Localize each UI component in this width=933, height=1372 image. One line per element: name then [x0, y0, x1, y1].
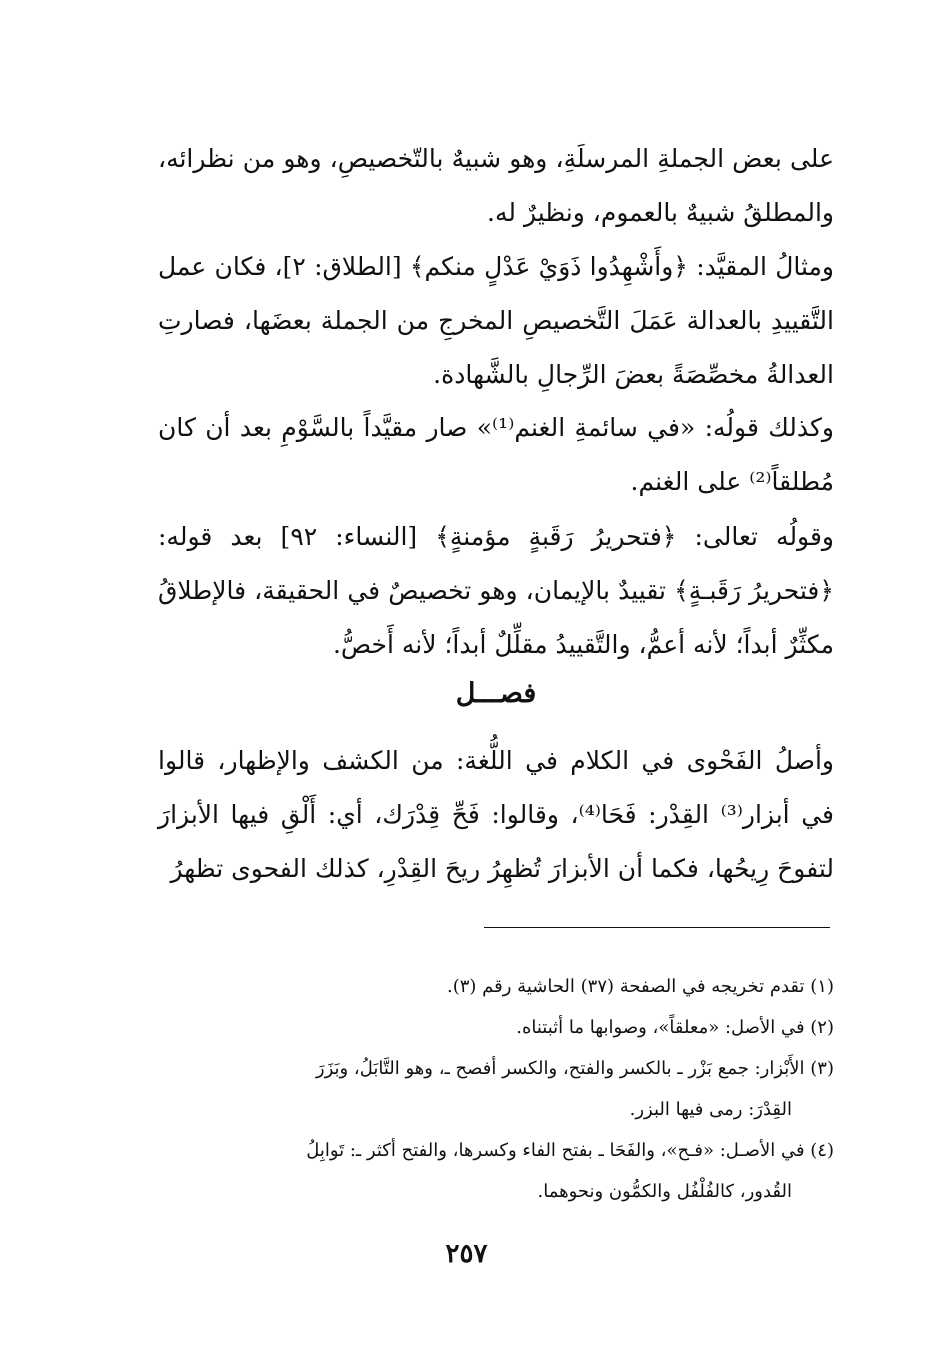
paragraph-1: على بعض الجملةِ المرسلَةِ، وهو شبيهٌ بالتّخصيصِ، وهو من نظرائه، والمطلقُ شبيهٌ بالعموم، ونظيرٌ له. — [158, 144, 834, 227]
page-number: ٢٥٧ — [445, 1239, 488, 1269]
footnote-2: (٢) في الأصل: «معلقاً»، وصوابها ما أثبتناه. — [516, 1017, 834, 1038]
footnote-4: (٤) في الأصـل: «فـح»، والفَحَا ـ بفتح الفاء وكسرها، والفتح أكثر ـ: تَوابِلُ — [306, 1140, 834, 1161]
section-heading — [158, 674, 834, 714]
footnote-separator — [484, 927, 830, 928]
footnote-1: (١) تقدم تخريجه في الصفحة (٣٧) الحاشية رقم (٣). — [447, 976, 834, 997]
footnote-3: (٣) الأَبْزار: جمع بَزْر ـ بالكسر والفتح، والكسر أفصح ـ، وهو التَّابَلُ، وبَزَرَ — [315, 1058, 834, 1079]
footnote-4-continued: القُدور، كالفُلْفُل والكمُّون ونحوهما. — [537, 1181, 792, 1202]
footnote-3-continued: القِدْرَ: رمى فيها البزر. — [629, 1099, 792, 1120]
paragraph-4: وقولُه تعالى: ﴿فتحريرُ رَقَبةٍ مؤمنةٍ﴾ [النساء: ٩٢] بعد قوله: ﴿فتحريرُ رَقَبـةٍ﴾ تقييدٌ بالإيمان، وهو تخصيصٌ في الحقيقة، فالإطلاقُ مكثِّرٌ أبداً؛ لأنه أعمُّ، والتَّقييدُ مقلِّلٌ أبداً؛ لأنه أَخصُّ. — [158, 522, 834, 659]
section-heading-text: فصـــل — [455, 678, 537, 709]
footnotes — [158, 966, 834, 1212]
paragraph-3: وكذلك قولُه: «في سائمةِ الغنم⁽¹⁾» صار مقيَّداً بالسَّوْمِ بعد أن كان مُطلقاً⁽²⁾ على الغنم. — [158, 413, 834, 496]
paragraph-after-heading: وأصلُ الفَحْوى في الكلام في اللُّغة: من الكشف والإظهار، قالوا في أبزار⁽³⁾ القِدْر: فَحَا⁽⁴⁾، وقالوا: فَحِّ قِدْرَك، أي: أَلْقِ فيها الأبزارَ لتفوحَ رِيحُها، فكما أن الأبزارَ تُظهِرُ ريحَ القِدْرِ، كذلك الفحوى تظهرُ — [158, 746, 834, 883]
paragraph-2: ومثالُ المقيَّد: ﴿وأَشْهِدُوا ذَوَيْ عَدْلٍ منكم﴾ [الطلاق: ٢]، فكان عمل التَّقييدِ بالعدالة عَمَلَ التَّخصيصِ المخرجِ من الجملة بعضَها، فصارتِ العدالةُ مخصِّصَةً بعضَ الرِّجالِ بالشَّهادة. — [158, 252, 834, 389]
